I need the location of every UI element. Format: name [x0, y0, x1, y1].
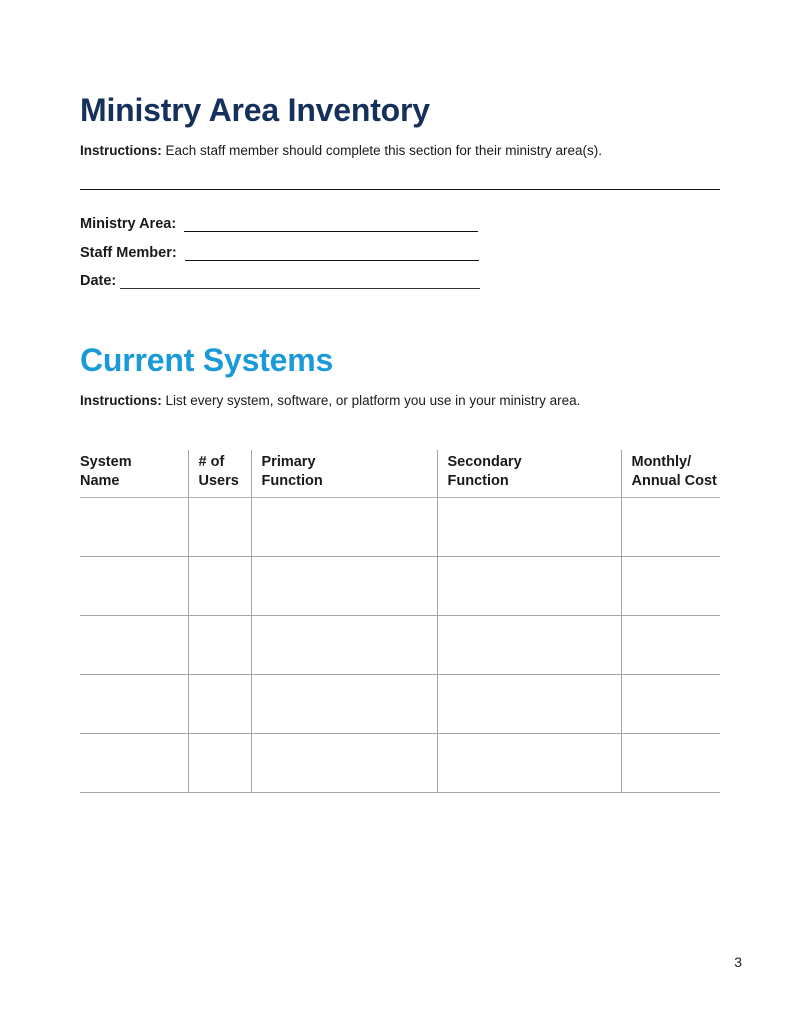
- table-cell[interactable]: [437, 616, 621, 675]
- table-cell[interactable]: [437, 734, 621, 793]
- table-cell[interactable]: [251, 734, 437, 793]
- date-input-line[interactable]: [120, 272, 480, 289]
- table-cell[interactable]: [437, 498, 621, 557]
- table-cell[interactable]: [437, 675, 621, 734]
- column-header-primary-function: Primary Function: [251, 450, 437, 498]
- table-cell[interactable]: [188, 557, 251, 616]
- table-row: [80, 557, 720, 616]
- instructions-label: Instructions:: [80, 143, 162, 158]
- staff-member-input-line[interactable]: [185, 244, 479, 261]
- table-cell[interactable]: [251, 616, 437, 675]
- column-header-system-name: System Name: [80, 450, 188, 498]
- section-title-current-systems: Current Systems: [80, 342, 334, 378]
- instructions-text: Each staff member should complete this section for their ministry area(s).: [165, 143, 602, 158]
- table-cell[interactable]: [80, 616, 188, 675]
- page-title: Ministry Area Inventory: [80, 92, 430, 128]
- table-cell[interactable]: [188, 616, 251, 675]
- table-cell[interactable]: [251, 675, 437, 734]
- instructions-text: List every system, software, or platform you use in your ministry area.: [165, 393, 581, 408]
- instructions-current-systems: [80, 393, 580, 408]
- table-cell[interactable]: [80, 498, 188, 557]
- page-number: 3: [734, 954, 742, 970]
- date-field: [80, 272, 480, 289]
- table-cell[interactable]: [80, 675, 188, 734]
- table-cell[interactable]: [188, 498, 251, 557]
- table-row: [80, 616, 720, 675]
- table-cell[interactable]: [188, 734, 251, 793]
- staff-member-field: [80, 244, 479, 261]
- ministry-area-input-line[interactable]: [184, 215, 478, 232]
- table-cell[interactable]: [621, 616, 720, 675]
- column-header-cost: Monthly/ Annual Cost: [621, 450, 720, 498]
- table-header-row: [80, 450, 720, 498]
- column-header-secondary-function: Secondary Function: [437, 450, 621, 498]
- instructions-label: Instructions:: [80, 393, 162, 408]
- table-cell[interactable]: [621, 498, 720, 557]
- table-cell[interactable]: [621, 675, 720, 734]
- table-cell[interactable]: [251, 498, 437, 557]
- table-cell[interactable]: [80, 734, 188, 793]
- table-cell[interactable]: [80, 557, 188, 616]
- table-cell[interactable]: [251, 557, 437, 616]
- table-cell[interactable]: [621, 734, 720, 793]
- table-row: [80, 675, 720, 734]
- ministry-area-label: Ministry Area:: [80, 216, 177, 232]
- date-label: Date:: [80, 273, 117, 289]
- table-cell[interactable]: [621, 557, 720, 616]
- section-divider: [80, 189, 720, 190]
- column-header-number-of-users: # of Users: [188, 450, 251, 498]
- instructions-inventory: [80, 143, 602, 158]
- table-cell[interactable]: [437, 557, 621, 616]
- table-row: [80, 498, 720, 557]
- staff-member-label: Staff Member:: [80, 245, 177, 261]
- table-row: [80, 734, 720, 793]
- current-systems-table: [80, 450, 720, 793]
- table-cell[interactable]: [188, 675, 251, 734]
- ministry-area-field: [80, 215, 478, 232]
